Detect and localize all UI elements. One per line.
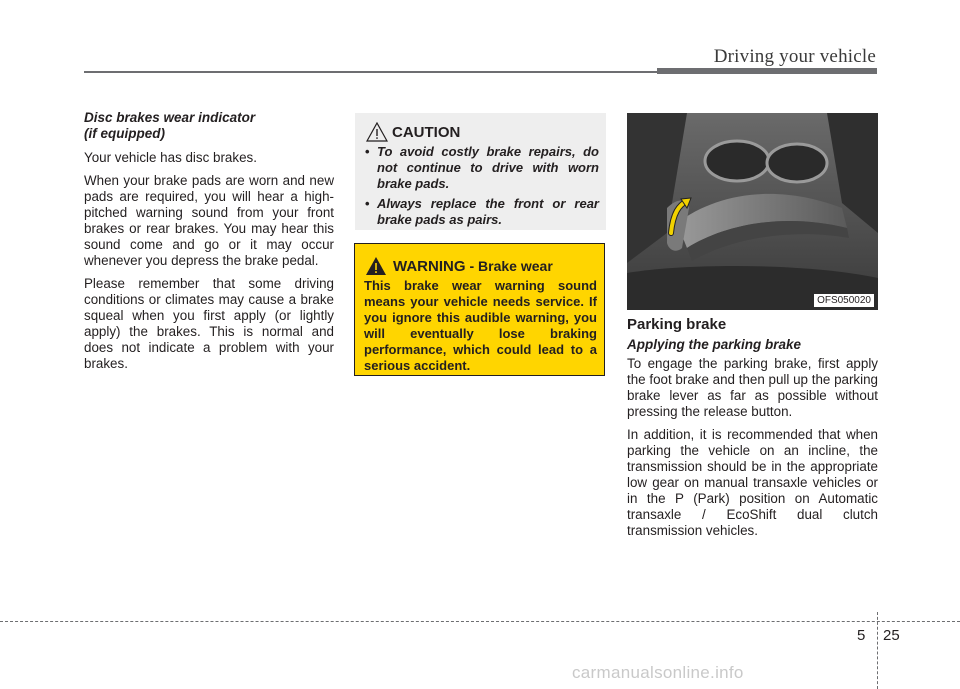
body-paragraph: When your brake pads are worn and new pads are required, you will hear a high-pitched warning sound from your front brakes or rear brakes. You may hear this sound come and go or it may occur whenever you depress the brake pedal. (84, 173, 334, 268)
footer-rule (0, 621, 960, 622)
right-column (627, 316, 878, 546)
caution-list (365, 144, 599, 232)
chapter-number: 5 (857, 627, 866, 644)
figure-code: OFS050020 (814, 294, 874, 307)
warning-topic: - Brake wear (469, 258, 553, 274)
footer-divider (877, 612, 878, 689)
disc-brake-wear-heading-line1: Disc brakes wear indicator (84, 110, 256, 125)
warning-header (365, 256, 553, 276)
caution-label: CAUTION (392, 123, 461, 141)
disc-brake-wear-heading-line2: (if equipped) (84, 126, 165, 141)
caution-item: • Always replace the front or rear brake pads as pairs. (365, 196, 599, 228)
caution-triangle-icon (366, 122, 388, 142)
warning-triangle-icon (365, 256, 387, 276)
warning-box (354, 243, 605, 376)
caution-header (366, 122, 460, 142)
disc-brake-wear-heading (84, 110, 334, 142)
page-number: 25 (883, 627, 900, 644)
parking-brake-photo (627, 113, 878, 310)
body-paragraph: Please remember that some driving conditions or climates may cause a brake squeal when you first apply (or lightly apply) the brakes. This is normal and does not indicate a problem with your brakes. (84, 276, 334, 371)
header-rule-accent (657, 68, 877, 74)
watermark: carmanualsonline.info (572, 663, 744, 682)
body-paragraph: To engage the parking brake, first apply the foot brake and then pull up the parking brake lever as far as possible without pressing the release button. (627, 356, 878, 419)
warning-text: This brake wear warning sound means your vehicle needs service. If you ignore this audible warning, you will eventually lose braking performance, which could lead to a serious accident. (364, 278, 597, 373)
caution-box (355, 113, 606, 230)
header-rule (84, 71, 664, 73)
page-header-title: Driving your vehicle (713, 46, 876, 67)
left-column (84, 110, 334, 379)
parking-brake-illustration (627, 113, 878, 310)
applying-parking-brake-subheading: Applying the parking brake (627, 337, 802, 352)
body-paragraph: In addition, it is recommended that when parking the vehicle on an incline, the transmission should be in the appropriate low gear on manual transaxle vehicles or in the P (Park) position on Automatic transaxle / EcoShift dual clutch transmission vehicles. (627, 427, 878, 538)
parking-brake-heading: Parking brake (627, 316, 727, 333)
caution-item: • To avoid costly brake repairs, do not continue to drive with worn brake pads. (365, 144, 599, 192)
warning-label: WARNING (393, 257, 466, 275)
body-paragraph: Your vehicle has disc brakes. (84, 150, 257, 165)
